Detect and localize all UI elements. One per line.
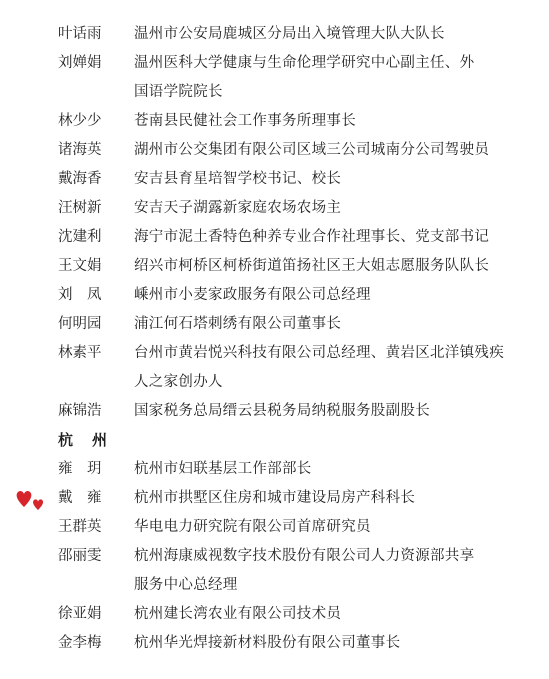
person-name: 林素平 <box>58 345 102 361</box>
person-title: 杭州华光焊接新材料股份有限公司董事长 <box>134 635 401 651</box>
list-item <box>0 513 549 542</box>
person-name: 徐亚娟 <box>58 606 102 622</box>
person-title: 绍兴市柯桥区柯桥街道笛扬社区王大姐志愿服务队队长 <box>134 258 490 274</box>
person-name: 刘婵娟 <box>58 55 102 71</box>
person-title: 温州医科大学健康与生命伦理学研究中心副主任、外国语学院院长 <box>134 55 475 100</box>
list-item <box>0 194 549 223</box>
list-item <box>0 629 549 658</box>
list-item <box>0 49 549 107</box>
person-title: 湖州市公交集团有限公司区域三公司城南分公司驾驶员 <box>134 142 490 158</box>
person-name: 麻锦浩 <box>58 403 102 419</box>
person-title: 海宁市泥土香特色种养专业合作社理事长、党支部书记 <box>134 229 490 245</box>
document-body <box>0 20 549 658</box>
list-item <box>0 223 549 252</box>
person-name: 王群英 <box>58 519 102 535</box>
person-title: 嵊州市小麦家政服务有限公司总经理 <box>134 287 371 303</box>
person-title: 台州市黄岩悦兴科技有限公司总经理、黄岩区北洋镇残疾人之家创办人 <box>134 345 504 390</box>
person-name: 戴海香 <box>58 171 102 187</box>
list-item <box>0 397 549 426</box>
person-name: 王文娟 <box>58 258 102 274</box>
list-item <box>0 165 549 194</box>
list-item <box>0 281 549 310</box>
person-name: 诸海英 <box>58 142 102 158</box>
person-title: 杭州海康威视数字技术股份有限公司人力资源部共享服务中心总经理 <box>134 548 475 593</box>
person-name: 汪树新 <box>58 200 102 216</box>
person-title: 杭州市拱墅区住房和城市建设局房产科科长 <box>134 490 416 506</box>
person-name: 何明园 <box>58 316 102 332</box>
person-title: 温州市公安局鹿城区分局出入境管理大队大队长 <box>134 26 445 42</box>
hearts-icon <box>14 485 48 513</box>
person-title: 苍南县民健社会工作事务所理事长 <box>134 113 356 129</box>
list-item <box>0 107 549 136</box>
person-name: 林少少 <box>58 113 102 129</box>
list-item <box>0 455 549 484</box>
person-title: 杭州市妇联基层工作部部长 <box>134 461 312 477</box>
person-title: 安吉县育星培智学校书记、校长 <box>134 171 342 187</box>
list-item <box>0 339 549 397</box>
list-item <box>0 252 549 281</box>
person-name: 雍 玥 <box>58 461 102 477</box>
person-title: 杭州建长湾农业有限公司技术员 <box>134 606 342 622</box>
person-title: 国家税务总局缙云县税务局纳税服务股副股长 <box>134 403 430 419</box>
person-title: 华电电力研究院有限公司首席研究员 <box>134 519 371 535</box>
person-name: 邵丽雯 <box>58 548 102 564</box>
list-item <box>0 542 549 600</box>
person-title: 浦江何石塔刺绣有限公司董事长 <box>134 316 342 332</box>
person-name: 戴 雍 <box>58 490 102 506</box>
person-name: 金李梅 <box>58 635 102 651</box>
list-item <box>0 136 549 165</box>
list-item <box>0 310 549 339</box>
list-item <box>0 600 549 629</box>
person-name: 叶话雨 <box>58 26 102 42</box>
section-title: 杭 州 <box>58 431 110 449</box>
person-name: 刘 凤 <box>58 287 102 303</box>
section-heading <box>0 426 549 455</box>
list-item <box>0 20 549 49</box>
person-title: 安吉天子湖露新家庭农场农场主 <box>134 200 342 216</box>
person-name: 沈建利 <box>58 229 102 245</box>
list-item <box>0 484 549 513</box>
